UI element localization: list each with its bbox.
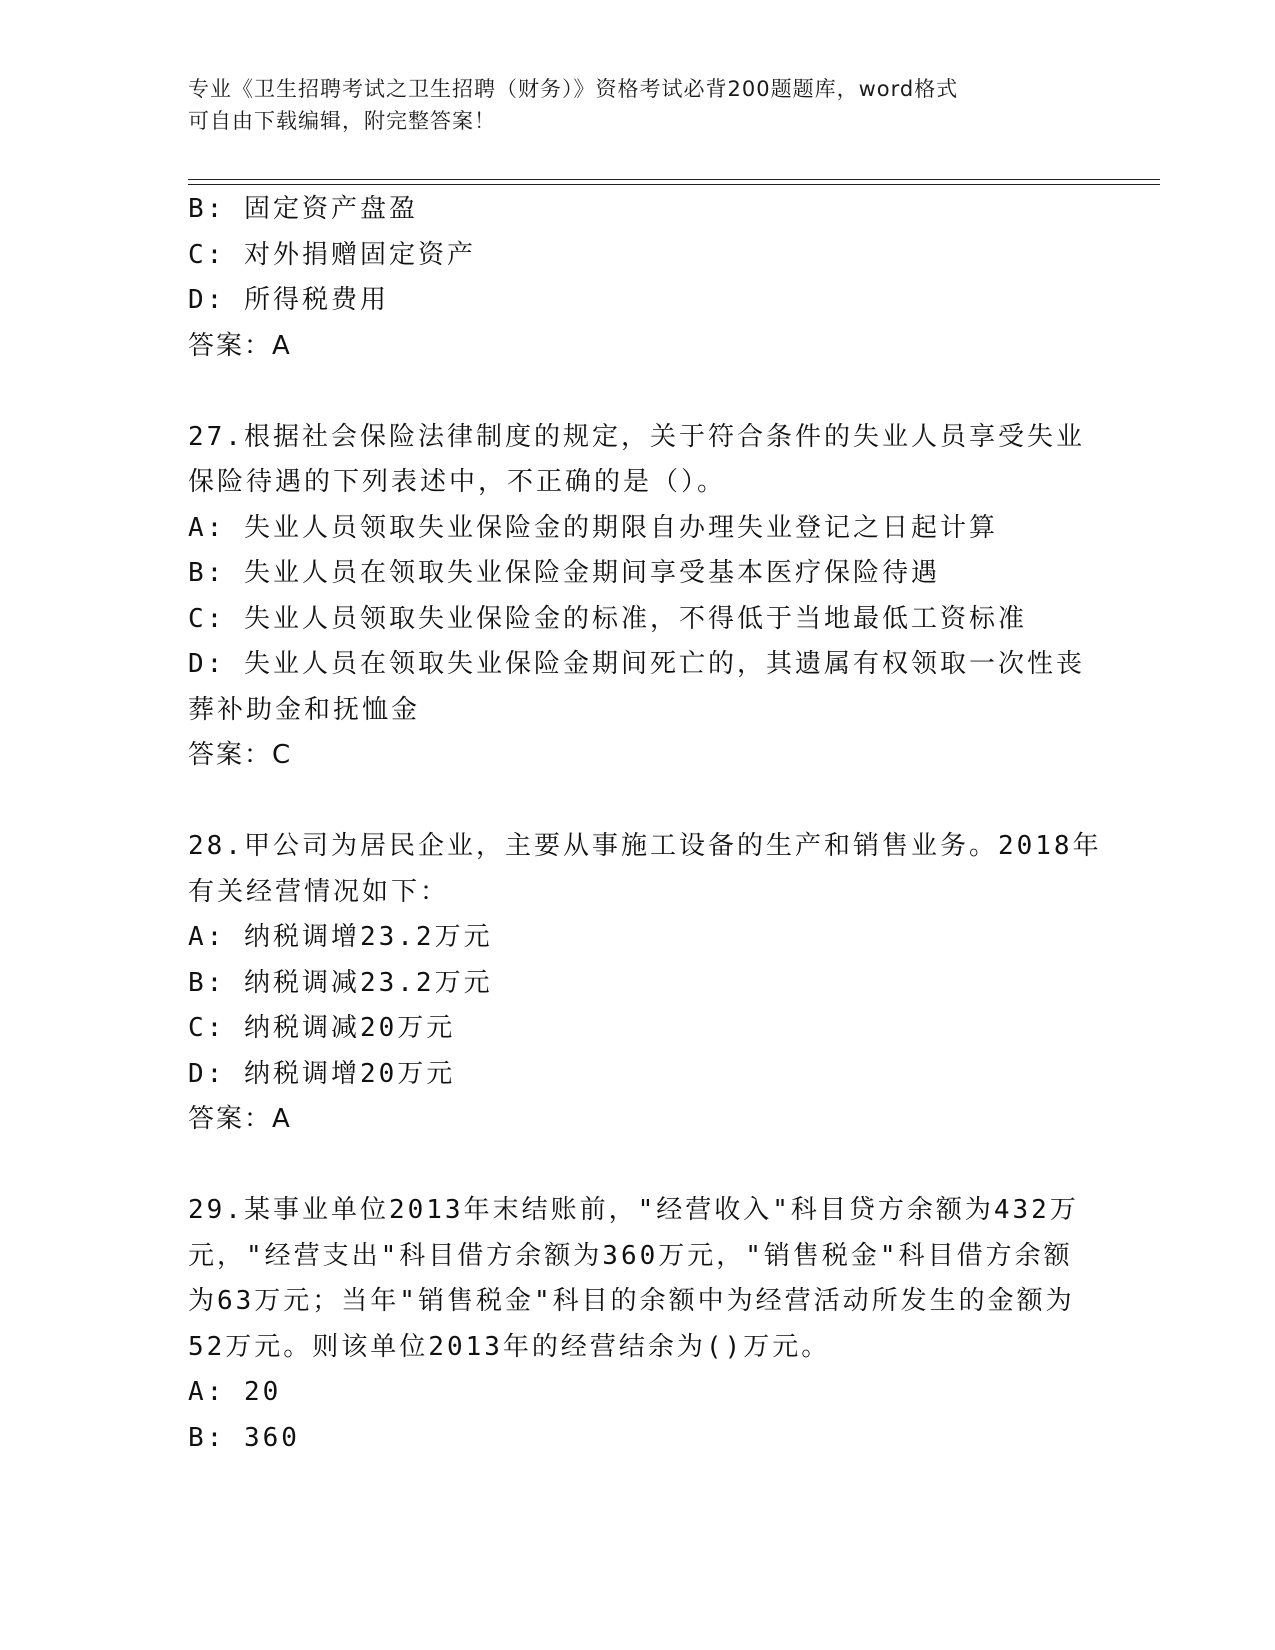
header-line-2: 可自由下载编辑，附完整答案！ — [188, 109, 496, 133]
option-a: A: 纳税调增23.2万元 — [188, 922, 493, 952]
question-stem-line: 27.根据社会保险法律制度的规定，关于符合条件的失业人员享受失业 — [188, 421, 1085, 452]
option-b: B: 360 — [188, 1422, 300, 1453]
question-stem-line: 为63万元；当年"销售税金"科目的余额中为经营活动所发生的金额为 — [188, 1286, 1075, 1316]
document-header — [188, 73, 1088, 137]
question-stem-line: 29.某事业单位2013年末结账前，"经营收入"科目贷方余额为432万 — [188, 1195, 1079, 1225]
option-a: A: 20 — [188, 1377, 282, 1407]
option-d-continued: 葬补助金和抚恤金 — [188, 694, 421, 725]
question-block-prev — [188, 187, 1088, 369]
question-block-27 — [188, 415, 1088, 779]
option-d: D: 所得税费用 — [188, 285, 389, 315]
header-divider-top — [188, 179, 1160, 180]
option-c: C: 对外捐赠固定资产 — [188, 239, 476, 270]
option-d: D: 失业人员在领取失业保险金期间死亡的，其遗属有权领取一次性丧 — [188, 649, 1085, 679]
option-c: C: 纳税调减20万元 — [188, 1013, 456, 1043]
question-stem-line: 保险待遇的下列表述中，不正确的是（）。 — [188, 467, 727, 497]
option-b: B: 固定资产盘盈 — [188, 194, 418, 224]
option-b: B: 纳税调减23.2万元 — [188, 967, 493, 998]
header-line-1: 专业《卫生招聘考试之卫生招聘（财务）》资格考试必背200题题库，word格式 — [188, 77, 959, 101]
answer-line: 答案：C — [188, 740, 293, 770]
question-block-28 — [188, 824, 1102, 1143]
spacer — [188, 369, 1088, 415]
question-stem-line: 元，"经营支出"科目借方余额为360万元，"销售税金"科目借方余额 — [188, 1240, 1073, 1271]
option-c: C: 失业人员领取失业保险金的标准，不得低于当地最低工资标准 — [188, 603, 1027, 634]
answer-line: 答案：A — [188, 330, 292, 361]
question-stem-line: 28.甲公司为居民企业，主要从事施工设备的生产和销售业务。2018年 — [188, 831, 1102, 861]
option-d: D: 纳税调增20万元 — [188, 1058, 456, 1089]
option-a: A: 失业人员领取失业保险金的期限自办理失业登记之日起计算 — [188, 512, 998, 543]
option-b: B: 失业人员在领取失业保险金期间享受基本医疗保险待遇 — [188, 558, 940, 588]
question-block-29 — [188, 1188, 1088, 1461]
question-stem-line: 52万元。则该单位2013年的经营结余为()万元。 — [188, 1331, 831, 1362]
spacer — [188, 1143, 1088, 1189]
answer-line: 答案：A — [188, 1104, 292, 1134]
document-body — [188, 187, 1102, 1461]
question-stem-line: 有关经营情况如下： — [188, 876, 450, 907]
spacer — [188, 779, 1088, 825]
header-divider-bottom — [188, 184, 1160, 185]
